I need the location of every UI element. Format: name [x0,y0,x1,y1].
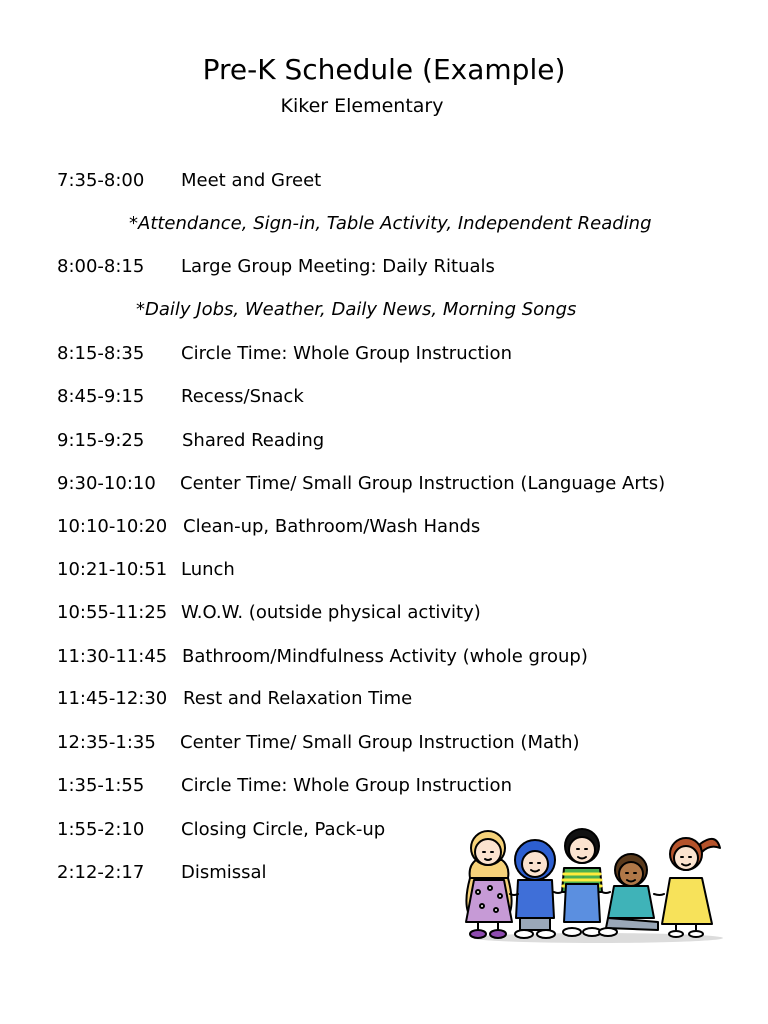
schedule-time: 12:35-1:35 [57,732,156,753]
schedule-activity: Bathroom/Mindfulness Activity (whole group) [182,646,588,667]
schedule-time: 10:55-11:25 [57,602,168,623]
schedule-activity: Dismissal [181,862,267,883]
schedule-time: 8:15-8:35 [57,343,145,364]
page-title: Pre-K Schedule (Example) [202,53,566,86]
schedule-activity: W.O.W. (outside physical activity) [181,602,481,623]
schedule-note: *Daily Jobs, Weather, Daily News, Morning Songs [136,299,577,320]
schedule-time: 9:30-10:10 [57,473,156,494]
schedule-activity: Meet and Greet [181,170,322,191]
schedule-time: 9:15-9:25 [57,430,145,451]
schedule-activity: Circle Time: Whole Group Instruction [181,775,512,796]
schedule-time: 10:10-10:20 [57,516,168,537]
schedule-time: 8:00-8:15 [57,256,145,277]
schedule-activity: Circle Time: Whole Group Instruction [181,343,512,364]
schedule-activity: Large Group Meeting: Daily Rituals [181,256,495,277]
schedule-time: 7:35-8:00 [57,170,145,191]
schedule-activity: Rest and Relaxation Time [183,688,413,709]
schedule-time: 1:55-2:10 [57,819,145,840]
schedule-activity: Closing Circle, Pack-up [181,819,386,840]
schedule-note: *Attendance, Sign-in, Table Activity, Independent Reading [129,213,652,234]
schedule-activity: Clean-up, Bathroom/Wash Hands [183,516,481,537]
schedule-time: 1:35-1:55 [57,775,145,796]
schedule-time: 11:30-11:45 [57,646,168,667]
schedule-activity: Center Time/ Small Group Instruction (Language Arts) [180,473,666,494]
schedule-activity: Center Time/ Small Group Instruction (Math) [180,732,580,753]
schedule-activity: Lunch [181,559,235,580]
schedule-time: 10:21-10:51 [57,559,168,580]
schedule-activity: Recess/Snack [181,386,304,407]
schedule-time: 8:45-9:15 [57,386,145,407]
children-group-clipart-icon [458,822,728,946]
page-subtitle: Kiker Elementary [280,95,444,117]
schedule-time: 2:12-2:17 [57,862,145,883]
schedule-time: 11:45-12:30 [57,688,168,709]
schedule-activity: Shared Reading [182,430,325,451]
